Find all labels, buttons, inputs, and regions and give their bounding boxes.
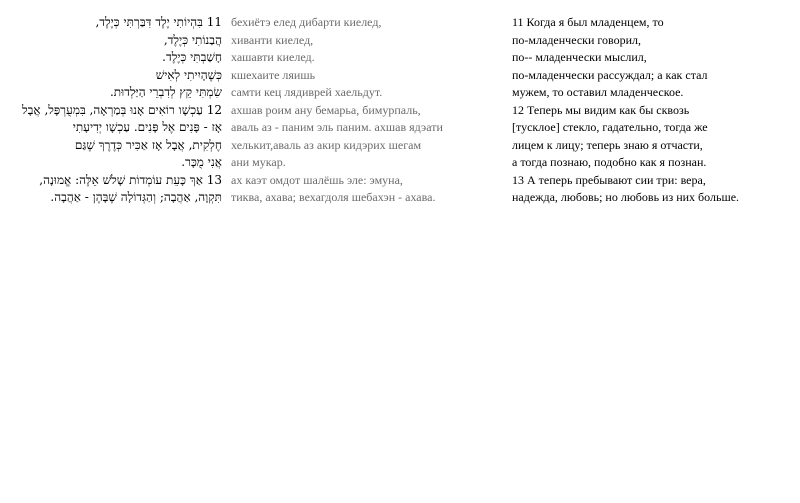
russian-line: а тогда познаю, подобно как я познан.	[512, 155, 707, 169]
russian-line: по-младенчески рассуждал; а как стал	[512, 67, 708, 82]
russian-line: по-- младенчески мыслил,	[512, 50, 647, 64]
russian-text-column	[512, 14, 796, 207]
transliteration-line: тиква, ахава; вехагдоля шебахэн - ахава.	[231, 190, 436, 204]
hebrew-line: חֶלְקִית, אֲבָל אָז אַכִּיר כְּדֶרֶךְ שֶׁגַּם	[74, 137, 222, 152]
russian-line: 12 Теперь мы видим как бы сквозь	[512, 102, 690, 117]
hebrew-line: אָז - פָּנִים אֶל פָּנִים. עַכְשָׁו יְדִיעָתִי	[72, 120, 222, 134]
russian-line: 11 Когда я был младенцем, то	[512, 15, 664, 29]
hebrew-line: אֲנִי מֻכָּר.	[181, 155, 222, 169]
hebrew-line: תִּקְוָה, אַהֲבָה; וְהַגְּדוֹלָה שֶׁבָּהֶן - אַהֲבָה.	[50, 190, 222, 204]
transliteration-line: ах каэт омдот шалёшь эле: эмуна,	[231, 172, 403, 187]
transliteration-line: самти кец лядиврей хаельдут.	[231, 85, 383, 99]
hebrew-line: הֲבַנוֹתִי כְּיֶלֶד,	[163, 32, 222, 47]
russian-line: надежда, любовь; но любовь из них больше.	[512, 190, 740, 204]
transliteration-line: хашавти киелед.	[231, 50, 315, 64]
transliteration-line: хелькит,аваль аз акир кидэрих шегам	[231, 137, 422, 152]
transliteration-line: ахшав роим ану бемарьа, бимурпаль,	[231, 102, 421, 117]
hebrew-line: 12 עַכְשָׁו רוֹאִים אָנוּ בְּמַרְאָה, בִּמְעֻרְפָּל, אֲבָל	[22, 102, 222, 117]
russian-line: 13 А теперь пребывают сии три: вера,	[512, 172, 706, 187]
russian-line: мужем, то оставил младенческое.	[512, 85, 684, 99]
transliteration-line: хиванти киелед,	[231, 32, 314, 47]
hebrew-line: שִׂמְתִּי קֵץ לְדִבְרֵי הַיַּלְדוּת.	[109, 85, 222, 99]
transliteration-text-column	[231, 14, 499, 207]
transliteration-line: кшехаите ляишь	[231, 67, 316, 82]
hebrew-text-column	[10, 14, 222, 207]
russian-line: лицем к лицу; теперь знаю я отчасти,	[512, 137, 703, 152]
hebrew-line: חָשַׁבְתִּי כְּיֶלֶד.	[162, 50, 222, 64]
transliteration-line: бехиётэ елед дибарти киелед,	[231, 15, 382, 29]
transliteration-line: ани мукар.	[231, 155, 286, 169]
russian-line: по-младенчески говорил,	[512, 32, 642, 47]
hebrew-line: כְּשֶׁהָיִיתִי לְאִישׁ	[155, 67, 222, 82]
hebrew-line: 11 בִּהְיוֹתִי יֶלֶד דִּבַּרְתִּי כְּיֶלֶד,	[95, 15, 222, 29]
russian-line: [тусклое] стекло, гадательно, тогда же	[512, 120, 708, 134]
hebrew-line: 13 אַךְ כָּעֵת עוֹמְדוֹת שָׁלֹשׁ אֵלֶּה: אֱמוּנָה,	[39, 172, 222, 187]
transliteration-line: аваль аз - паним эль паним. ахшав ядэати	[231, 120, 443, 134]
